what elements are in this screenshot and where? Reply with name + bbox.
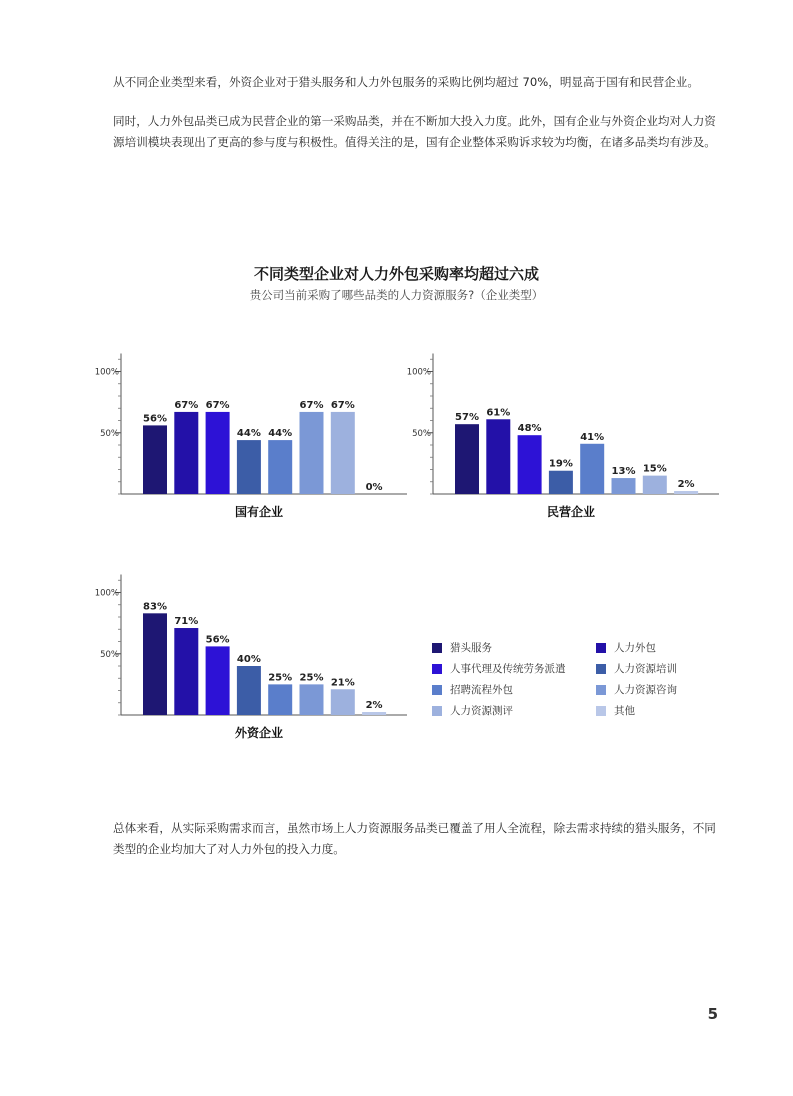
legend-label: 其他: [614, 705, 635, 717]
y-tick-label: 100%: [94, 367, 119, 378]
legend-item: [596, 661, 732, 676]
bar-value-label: 67%: [174, 399, 199, 411]
bar-value-label: 21%: [330, 677, 355, 689]
bar-value-label: 41%: [580, 431, 605, 443]
legend-label: 人力资源咨询: [614, 684, 677, 696]
legend-item: [432, 682, 596, 697]
legend-item: [432, 640, 596, 655]
panel-title: 国有企业: [234, 505, 284, 519]
legend-swatch: [596, 643, 606, 653]
y-tick-label: 50%: [100, 649, 119, 660]
bar-1-2: [518, 435, 542, 494]
chart-panel-state-owned: [85, 350, 415, 525]
legend-item: [596, 703, 732, 718]
legend-swatch: [596, 664, 606, 674]
bar-2-7: [362, 712, 386, 715]
bar-2-0: [143, 613, 167, 715]
bar-value-label: 56%: [205, 634, 230, 646]
legend-item: [596, 640, 732, 655]
panel-0-plot: [95, 354, 407, 520]
panel-2-plot: [95, 575, 407, 741]
legend-item: [432, 703, 596, 718]
legend-swatch: [596, 685, 606, 695]
panel-1-plot: [407, 354, 719, 520]
chart-panel-private: [397, 350, 727, 525]
bar-2-4: [268, 684, 292, 715]
paragraph-1: 从不同企业类型来看，外资企业对于猎头服务和人力外包服务的采购比例均超过 70%，明显高于国有和民营企业。: [113, 75, 699, 89]
bar-2-1: [174, 628, 198, 715]
bar-value-label: 15%: [642, 463, 667, 475]
bar-value-label: 2%: [365, 700, 383, 711]
bar-0-5: [300, 412, 324, 494]
legend-swatch: [432, 664, 442, 674]
paragraph-2: 同时，人力外包品类已成为民营企业的第一采购品类，并在不断加大投入力度。此外，国有企业与外资企业均对人力资源培训模块表现出了更高的参与度与积极性。值得关注的是，国有企业整体采购诉求较为均衡，在诸多品类均有涉及。: [113, 114, 716, 149]
bar-value-label: 25%: [299, 672, 324, 684]
bar-1-3: [549, 471, 573, 494]
bar-0-0: [143, 425, 167, 494]
chart-title: 不同类型企业对人力外包采购率均超过六成: [253, 265, 539, 283]
chart-panel-foreign: [85, 571, 415, 746]
bar-value-label: 44%: [268, 428, 293, 440]
legend-label: 猎头服务: [450, 642, 492, 654]
y-tick-label: 50%: [412, 428, 431, 439]
bar-value-label: 19%: [548, 458, 573, 470]
bar-value-label: 40%: [236, 654, 261, 665]
chart-legend: [432, 640, 732, 718]
bar-value-label: 2%: [677, 479, 695, 490]
bar-1-6: [643, 476, 667, 494]
legend-label: 人力资源培训: [614, 663, 677, 675]
legend-label: 招聘流程外包: [450, 684, 513, 696]
bar-value-label: 83%: [143, 601, 167, 613]
legend-label: 人力外包: [614, 642, 656, 654]
panel-title: 外资企业: [234, 726, 284, 740]
legend-swatch: [596, 706, 606, 716]
bar-0-4: [268, 440, 292, 494]
legend-swatch: [432, 685, 442, 695]
legend-item: [432, 661, 596, 676]
bar-value-label: 71%: [174, 616, 199, 628]
bar-value-label: 67%: [330, 399, 355, 411]
legend-item: [596, 682, 732, 697]
bar-value-label: 0%: [365, 482, 383, 493]
bar-1-1: [486, 419, 510, 494]
legend-swatch: [432, 706, 442, 716]
bar-value-label: 48%: [517, 423, 542, 435]
page-number: 5: [707, 1005, 718, 1023]
bar-1-4: [580, 444, 604, 494]
bar-value-label: 57%: [455, 412, 479, 424]
bar-0-3: [237, 440, 261, 494]
bar-value-label: 67%: [299, 399, 324, 411]
bar-2-5: [300, 684, 324, 715]
bar-value-label: 25%: [268, 672, 293, 684]
bar-value-label: 13%: [611, 466, 636, 478]
bar-0-2: [206, 412, 230, 494]
bar-value-label: 56%: [143, 413, 167, 425]
bar-2-3: [237, 666, 261, 715]
legend-swatch: [432, 643, 442, 653]
y-tick-label: 100%: [406, 367, 431, 378]
panel-title: 民营企业: [546, 505, 596, 519]
chart-subtitle: 贵公司当前采购了哪些品类的人力资源服务?（企业类型）: [249, 288, 544, 302]
bar-value-label: 61%: [486, 407, 511, 419]
bar-2-2: [206, 646, 230, 715]
legend-label: 人事代理及传统劳务派遣: [450, 663, 566, 675]
bar-2-6: [331, 689, 355, 715]
paragraph-3: 总体来看，从实际采购需求而言，虽然市场上人力资源服务品类已覆盖了用人全流程，除去需求持续的猎头服务，不同类型的企业均加大了对人力外包的投入力度。: [113, 821, 716, 856]
bar-0-6: [331, 412, 355, 494]
bar-1-5: [612, 478, 636, 494]
y-tick-label: 100%: [94, 588, 119, 599]
y-tick-label: 50%: [100, 428, 119, 439]
bar-0-1: [174, 412, 198, 494]
bar-1-7: [674, 491, 698, 494]
bar-1-0: [455, 424, 479, 494]
bar-value-label: 67%: [205, 399, 230, 411]
legend-label: 人力资源测评: [450, 705, 513, 717]
bar-value-label: 44%: [236, 428, 261, 440]
